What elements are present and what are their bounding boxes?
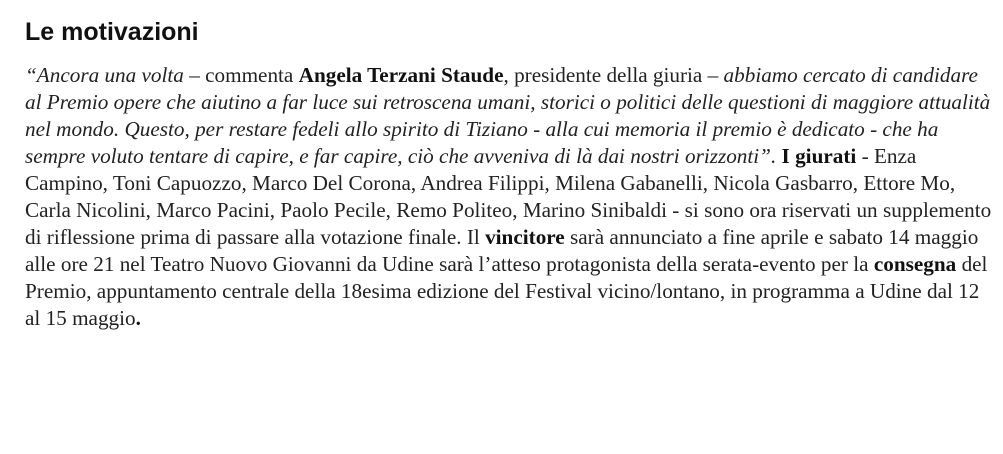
section-heading: Le motivazioni	[25, 18, 199, 46]
quote-body: abbiamo cercato di candidare al Premio opere che aiutino a far luce sui retroscena umani, storici o politici delle questioni di maggiore attualità nel mondo. Questo, per restare fedeli allo spirito di Tiziano - alla cui memoria il premio è dedicato - che ha sempre voluto tentare di capire, e far capire, ciò che avveniva di là dai nostri orizzonti”.	[25, 63, 991, 168]
quote-opening: “Ancora una volta	[25, 63, 184, 87]
delivery-label: consegna	[873, 252, 957, 276]
jurors-text: - Enza Campino, Toni Capuozzo, Marco Del Corona, Andrea Filippi, Milena Gabanelli, Nicola Gasbarro, Ettore Mo, Carla Nicolini, Marco Pacini, Paolo Pecile, Remo Politeo, Marino Sinibaldi - si sono ora riservati un supplemento di riflessione prima di passare alla votazione finale. Il	[25, 144, 992, 249]
final-period: .	[135, 306, 141, 330]
dash-commenta: – commenta	[183, 63, 299, 87]
jurors-label: I giurati	[781, 144, 857, 168]
winner-text: sarà annunciato a fine aprile e sabato 14 maggio alle ore 21 nel Teatro Nuovo Giovanni da Udine sarà l’atteso protagonista della serata-evento per la	[25, 225, 979, 276]
delivery-text: del Premio, appuntamento centrale della 18esima edizione del Festival vicino/lontano, in programma a Udine dal 12 al 15 maggio	[25, 252, 988, 330]
winner-label: vincitore	[485, 225, 565, 249]
president-name: Angela Terzani Staude	[298, 63, 504, 87]
president-role: , presidente della giuria –	[503, 63, 724, 87]
motivation-paragraph	[25, 62, 993, 332]
